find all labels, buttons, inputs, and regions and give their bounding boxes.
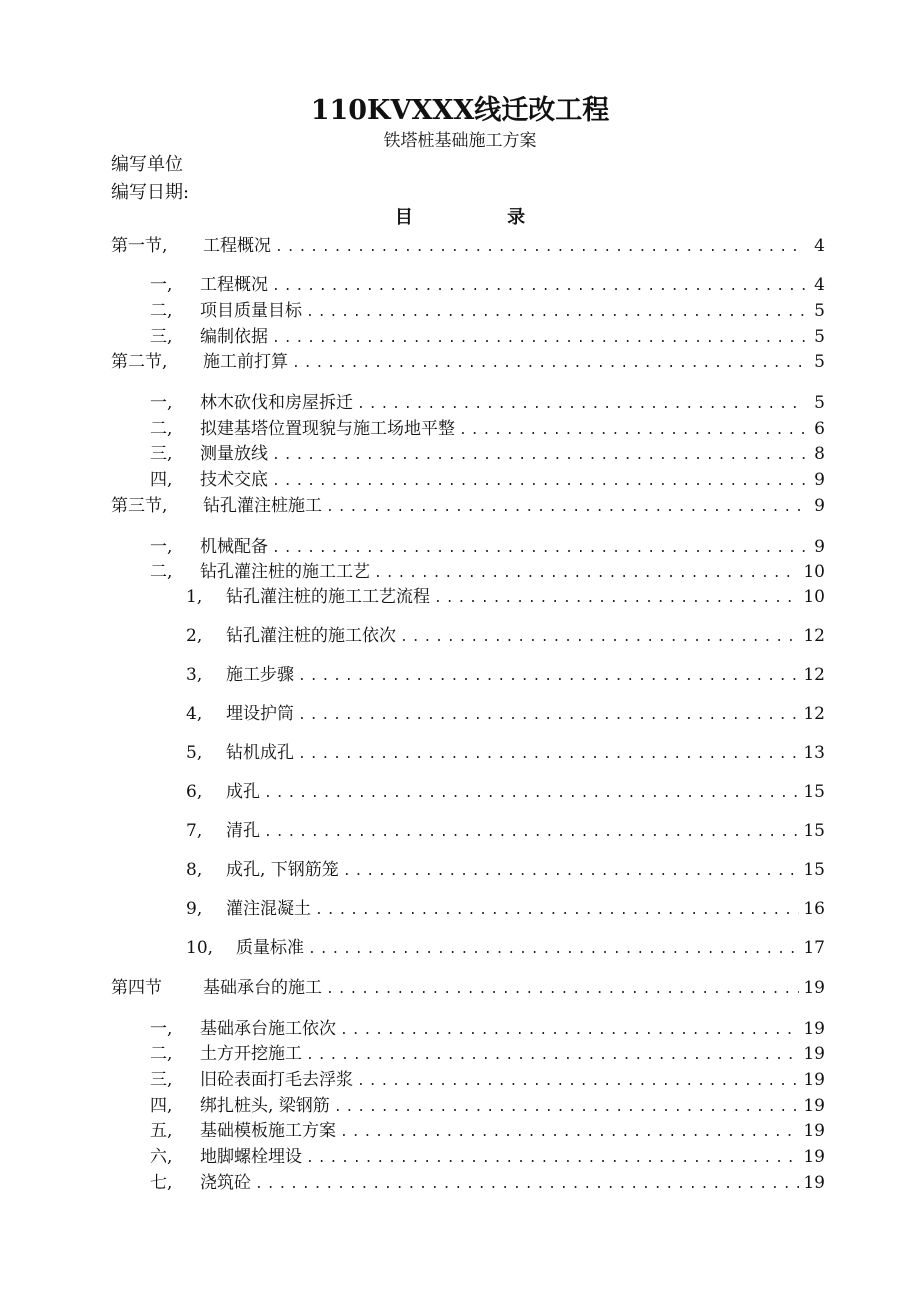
toc-entry-page: 19 [803, 1147, 825, 1167]
toc-entry-number: 四, [150, 470, 173, 490]
toc-entry[interactable] [150, 1065, 825, 1089]
toc-entry[interactable] [111, 491, 825, 515]
toc-entry-number: 9, [186, 899, 203, 919]
toc-entry-label: 钻孔灌注桩的施工依次 [226, 626, 396, 646]
toc-entry[interactable] [150, 322, 825, 346]
toc-entry-number: 8, [186, 860, 203, 880]
toc-entry-page: 12 [803, 665, 825, 685]
document-subtitle: 铁塔桩基础施工方案 [383, 131, 537, 151]
toc-entry-label: 林木砍伐和房屋拆迁 [200, 393, 353, 413]
toc-heading: 目 录 [394, 207, 570, 228]
toc-entry[interactable] [186, 816, 825, 840]
toc-dot-leader [374, 566, 799, 581]
toc-entry-label: 钻孔灌注桩的施工工艺流程 [226, 587, 430, 607]
toc-entry-number: 第一节, [111, 236, 168, 256]
toc-entry-label: 拟建基塔位置现貌与施工场地平整 [200, 419, 455, 439]
toc-dot-leader [400, 630, 799, 645]
toc-dot-leader [306, 1048, 799, 1063]
toc-entry-page: 9 [814, 537, 825, 557]
toc-entry-label: 钻孔灌注桩施工 [203, 496, 322, 516]
toc-entry-label: 土方开挖施工 [200, 1044, 302, 1064]
meta-date: 编写日期: [111, 182, 190, 203]
toc-dot-leader [326, 982, 799, 997]
toc-entry-page: 16 [803, 899, 825, 919]
toc-entry-number: 1, [186, 587, 203, 607]
toc-dot-leader [306, 305, 805, 320]
toc-dot-leader [298, 708, 799, 723]
toc-entry-number: 六, [150, 1147, 173, 1167]
toc-entry-page: 19 [803, 1070, 825, 1090]
toc-entry-label: 基础模板施工方案 [200, 1121, 336, 1141]
toc-entry-label: 埋设护筒 [226, 704, 294, 724]
toc-entry-number: 七, [150, 1173, 173, 1193]
toc-entry-label: 基础承台的施工 [203, 978, 322, 998]
toc-entry-page: 5 [814, 327, 825, 347]
toc-entry[interactable] [186, 699, 825, 723]
toc-dot-leader [343, 864, 800, 879]
toc-dot-leader [255, 1177, 799, 1192]
toc-entry-number: 一, [150, 275, 173, 295]
toc-entry[interactable] [111, 347, 825, 371]
toc-entry-page: 19 [803, 1044, 825, 1064]
toc-entry-label: 机械配备 [200, 537, 268, 557]
toc-dot-leader [357, 1074, 799, 1089]
toc-dot-leader [272, 331, 805, 346]
toc-entry[interactable] [150, 1039, 825, 1063]
toc-entry[interactable] [186, 660, 825, 684]
toc-entry-page: 12 [803, 626, 825, 646]
toc-dot-leader [340, 1023, 799, 1038]
toc-dot-leader [298, 747, 799, 762]
toc-entry-page: 15 [803, 860, 825, 880]
toc-entry[interactable] [150, 439, 825, 463]
toc-entry-page: 19 [803, 1096, 825, 1116]
toc-entry-number: 2, [186, 626, 203, 646]
toc-entry-number: 一, [150, 393, 173, 413]
toc-dot-leader [272, 448, 805, 463]
toc-entry-label: 基础承台施工依次 [200, 1019, 336, 1039]
toc-entry[interactable] [186, 738, 825, 762]
toc-entry-number: 二, [150, 301, 173, 321]
toc-entry[interactable] [150, 388, 825, 412]
toc-entry-page: 5 [814, 393, 825, 413]
toc-entry-page: 19 [803, 978, 825, 998]
toc-entry[interactable] [111, 231, 825, 255]
toc-entry-number: 三, [150, 327, 173, 347]
toc-entry-page: 6 [814, 419, 825, 439]
toc-dot-leader [292, 356, 805, 371]
toc-entry[interactable] [150, 532, 825, 556]
meta-unit: 编写单位 [111, 154, 183, 175]
toc-entry-label: 灌注混凝土 [226, 899, 311, 919]
toc-entry[interactable] [150, 296, 825, 320]
toc-entry-number: 第四节 [111, 978, 162, 998]
toc-entry-page: 4 [814, 275, 825, 295]
toc-entry[interactable] [111, 973, 825, 997]
toc-entry-number: 五, [150, 1121, 173, 1141]
toc-entry-label: 清孔 [226, 821, 260, 841]
toc-entry[interactable] [150, 414, 825, 438]
toc-entry[interactable] [150, 270, 825, 294]
toc-entry-page: 10 [803, 587, 825, 607]
toc-dot-leader [264, 825, 799, 840]
toc-entry-number: 二, [150, 1044, 173, 1064]
toc-entry-label: 浇筑砼 [200, 1173, 251, 1193]
toc-entry-page: 4 [814, 236, 825, 256]
toc-entry[interactable] [186, 894, 825, 918]
toc-entry-page: 13 [803, 743, 825, 763]
toc-dot-leader [272, 474, 805, 489]
toc-entry-label: 工程概况 [200, 275, 268, 295]
toc-entry-label: 钻孔灌注桩的施工工艺 [200, 562, 370, 582]
toc-entry-page: 15 [803, 821, 825, 841]
toc-entry-page: 15 [803, 782, 825, 802]
toc-dot-leader [308, 942, 799, 957]
toc-entry-label: 成孔, 下钢筋笼 [226, 860, 339, 880]
toc-entry[interactable] [186, 855, 825, 879]
toc-entry-page: 19 [803, 1173, 825, 1193]
toc-dot-leader [326, 500, 805, 515]
toc-entry-number: 第三节, [111, 496, 168, 516]
toc-dot-leader [275, 240, 805, 255]
toc-entry[interactable] [186, 933, 825, 957]
toc-entry[interactable] [150, 465, 825, 489]
toc-entry-label: 编制依据 [200, 327, 268, 347]
toc-entry[interactable] [150, 1014, 825, 1038]
toc-entry-label: 旧砼表面打毛去浮浆 [200, 1070, 353, 1090]
toc-entry-label: 施工步骤 [226, 665, 294, 685]
toc-dot-leader [298, 669, 799, 684]
toc-dot-leader [272, 541, 805, 556]
toc-entry-page: 12 [803, 704, 825, 724]
toc-dot-leader [264, 786, 799, 801]
toc-entry-label: 测量放线 [200, 444, 268, 464]
toc-entry-label: 钻机成孔 [226, 743, 294, 763]
toc-entry-number: 4, [186, 704, 203, 724]
toc-dot-leader [340, 1125, 799, 1140]
toc-entry[interactable] [186, 582, 825, 606]
toc-entry-label: 成孔 [226, 782, 260, 802]
toc-entry[interactable] [150, 1116, 825, 1140]
toc-dot-leader [306, 1151, 799, 1166]
toc-entry-number: 三, [150, 1070, 173, 1090]
toc-entry-number: 6, [186, 782, 203, 802]
toc-entry-page: 10 [803, 562, 825, 582]
toc-entry[interactable] [150, 1142, 825, 1166]
toc-entry-page: 5 [814, 301, 825, 321]
toc-entry-number: 10, [186, 938, 214, 958]
toc-entry-label: 技术交底 [200, 470, 268, 490]
toc-entry-label: 地脚螺栓埋设 [200, 1147, 302, 1167]
document-title: 110KVXXX线迁改工程 [310, 95, 610, 126]
toc-entry-number: 5, [186, 743, 203, 763]
toc-entry-number: 三, [150, 444, 173, 464]
toc-entry-number: 3, [186, 665, 203, 685]
toc-entry[interactable] [150, 557, 825, 581]
toc-entry-number: 第二节, [111, 352, 168, 372]
toc-entry[interactable] [186, 777, 825, 801]
toc-entry-page: 17 [803, 938, 825, 958]
toc-entry-number: 二, [150, 562, 173, 582]
toc-entry-page: 9 [814, 470, 825, 490]
toc-dot-leader [334, 1100, 800, 1115]
toc-entry-page: 9 [814, 496, 825, 516]
toc-entry-label: 工程概况 [203, 236, 271, 256]
toc-dot-leader [434, 591, 799, 606]
toc-entry-number: 一, [150, 1019, 173, 1039]
toc-entry-label: 质量标准 [236, 938, 304, 958]
toc-entry-page: 5 [814, 352, 825, 372]
toc-entry-page: 19 [803, 1121, 825, 1141]
toc-dot-leader [272, 279, 805, 294]
toc-entry-number: 四, [150, 1096, 173, 1116]
toc-dot-leader [315, 903, 799, 918]
toc-entry-number: 7, [186, 821, 203, 841]
toc-entry-page: 8 [814, 444, 825, 464]
toc-entry-page: 19 [803, 1019, 825, 1039]
toc-entry-label: 项目质量目标 [200, 301, 302, 321]
toc-entry[interactable] [150, 1168, 825, 1192]
toc-entry-number: 一, [150, 537, 173, 557]
toc-entry-number: 二, [150, 419, 173, 439]
toc-entry[interactable] [150, 1091, 825, 1115]
toc-entry-label: 施工前打算 [203, 352, 288, 372]
toc-dot-leader [459, 423, 805, 438]
toc-dot-leader [357, 397, 805, 412]
toc-entry[interactable] [186, 621, 825, 645]
toc-entry-label: 绑扎桩头, 梁钢筋 [200, 1096, 330, 1116]
